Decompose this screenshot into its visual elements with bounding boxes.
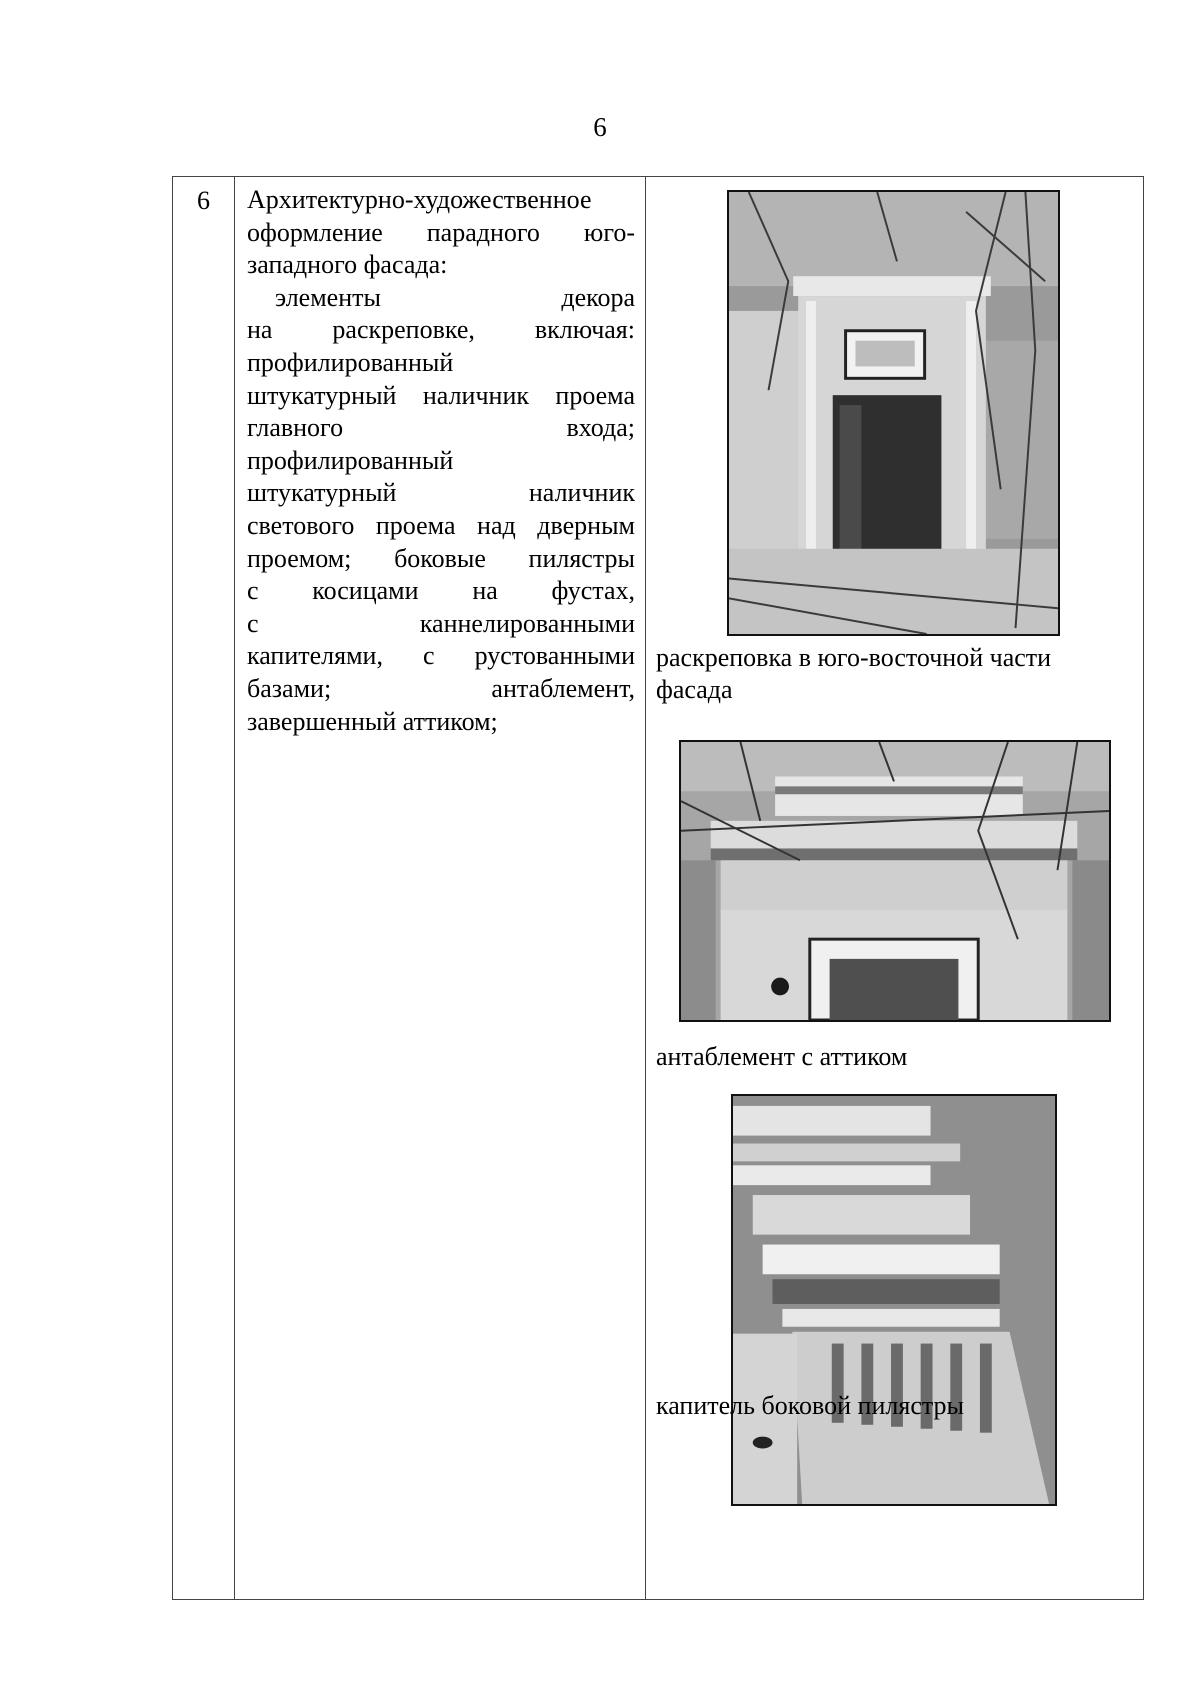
row-number: 6 (197, 186, 210, 215)
photo-caption: антаблемент с аттиком (656, 1042, 908, 1071)
description-line: базами; антаблемент, (247, 673, 635, 703)
entablature-attic-photo (679, 740, 1111, 1022)
element-description (247, 184, 635, 738)
monument-elements-table (172, 176, 1144, 1600)
description-line: оформление парадного юго- (247, 217, 635, 247)
description-line: Архитектурно-художественное (247, 185, 592, 214)
photo-caption: капитель боковой пилястры (656, 1391, 965, 1420)
description-line: светового проема над дверным (247, 510, 635, 540)
photo-facade-projection-icon (729, 192, 1058, 634)
page-number: 6 (593, 112, 607, 142)
description-line: западного фасада: (247, 250, 448, 280)
description-line: проемом; боковые пилястры (247, 543, 635, 573)
column-divider (234, 177, 235, 1599)
description-line: на раскреповке, включая: (247, 315, 635, 345)
description-line: завершенный аттиком; (247, 706, 498, 736)
description-line: штукатурный наличник проема (247, 380, 635, 410)
photo-entablature-attic-icon (681, 742, 1109, 1020)
photo-caption: раскреповка в юго-восточной части фасада (656, 643, 1052, 704)
description-line: капителями, с рустованными (247, 641, 635, 671)
description-line: с каннелированными (247, 608, 635, 638)
description-line: с косицами на фустах, (247, 576, 635, 606)
photo-pilaster-capital-icon (733, 1096, 1055, 1504)
description-line: штукатурный наличник (247, 478, 635, 508)
description-line: главного входа; (247, 413, 635, 443)
pilaster-capital-photo (731, 1094, 1057, 1506)
column-divider (645, 177, 646, 1599)
description-line: элементы декора (275, 282, 635, 312)
description-line: профилированный (247, 445, 454, 475)
description-line: профилированный (247, 347, 454, 377)
facade-projection-photo (727, 190, 1060, 636)
